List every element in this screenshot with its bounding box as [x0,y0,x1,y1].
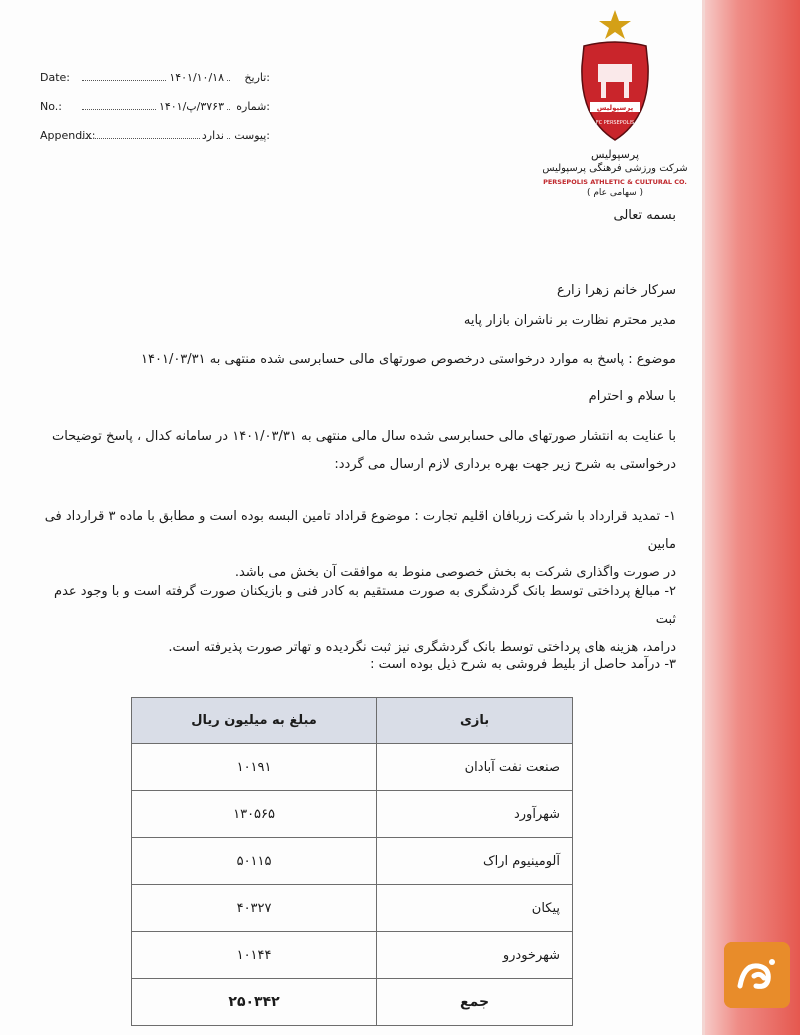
number-field [40,100,270,120]
watermark-logo-icon [724,942,790,1008]
ticket-revenue-table [131,697,573,1026]
appendix-label-fa: :پیوست [234,129,270,142]
appendix-value: ندارد [201,129,224,142]
header-amount: مبلغ به میلیون ریال [132,698,377,744]
table-row: صنعت نفت آبادان ۱۰۱۹۱ [132,744,573,791]
greeting: با سلام و احترام [588,389,676,404]
table-row: آلومینیوم اراک ۵۰۱۱۵ [132,838,573,885]
appendix-label-en: Appendix: [40,129,96,142]
invocation: بسمه تعالی [613,208,676,223]
intro-paragraph: با عنایت به انتشار صورتهای مالی حسابرسی شده سال مالی منتهی به ۱۴۰۱/۰۳/۳۱ در سامانه کدال ، پاسخ توضیحات درخواستی به شرح زیر جهت بهره برداری لازم ارسال می گردد: [51,429,676,472]
table-header-row [132,698,573,744]
appendix-field [40,129,270,149]
company-type: ( سهامی عام ) [586,188,644,198]
table-row: شهرآورد ۱۳۰۵۶۵ [132,791,573,838]
item-2: ۲- مبالغ پرداختی توسط بانک گردشگری به صورت مستقیم به کادر فنی و بازیکنان صورت گرفته است و با وجود عدم ثبت درامد، هزینه های پرداختی توسط بانک گردشگری نیز ثبت نگردیده و تهاتر صورت پذیرفته است. [54,584,676,655]
date-label-en: Date: [40,71,70,84]
number-label-en: No.: [40,100,62,113]
table-total-row [132,979,573,1026]
svg-text:پرسپولیس: پرسپولیس [596,104,634,112]
subject-line: موضوع : پاسخ به موارد درخواستی درخصوص صورتهای مالی حسابرسی شده منتهی به ۱۴۰۱/۰۳/۳۱ [141,352,676,367]
company-name-en: PERSEPOLIS ATHLETIC & CULTURAL CO. [543,178,687,186]
club-logo [540,8,690,198]
date-label-fa: :تاریخ [244,71,270,84]
item-1: ۱- تمدید قرارداد با شرکت زربافان اقلیم تجارت : موضوع قراداد تامین البسه بوده است و مطابق با ماده ۳ قرارداد فی مابین در صورت واگذاری شرکت به بخش خصوصی منوط به موافقت آن بخش می باشد. [44,509,676,580]
table-row: پیکان ۴۰۳۲۷ [132,885,573,932]
table-row: شهرخودرو ۱۰۱۴۴ [132,932,573,979]
item-3: ۳- درآمد حاصل از بلیط فروشی به شرح ذیل بوده است : [370,657,676,672]
number-label-fa: :شماره [236,100,270,113]
total-amount: ۲۵۰۳۴۲ [132,979,377,1026]
club-name-fa: پرسپولیس [590,148,640,161]
recipient-name: سرکار خانم زهرا زارع [557,283,676,298]
date-value: ۱۴۰۱/۱۰/۱۸ [169,71,224,84]
svg-text:FC PERSEPOLIS: FC PERSEPOLIS [595,120,635,126]
date-field [40,71,270,91]
persepolis-crest-icon [570,8,660,148]
number-value: ۳۷۶۳/پ/۱۴۰۱ [158,100,224,113]
total-label: جمع [377,979,573,1026]
recipient-title: مدیر محترم نظارت بر ناشران بازار پایه [463,313,676,328]
company-name-fa: شرکت ورزشی فرهنگی پرسپولیس [542,163,688,174]
header-game: بازی [377,698,573,744]
red-margin-band [705,0,800,1035]
